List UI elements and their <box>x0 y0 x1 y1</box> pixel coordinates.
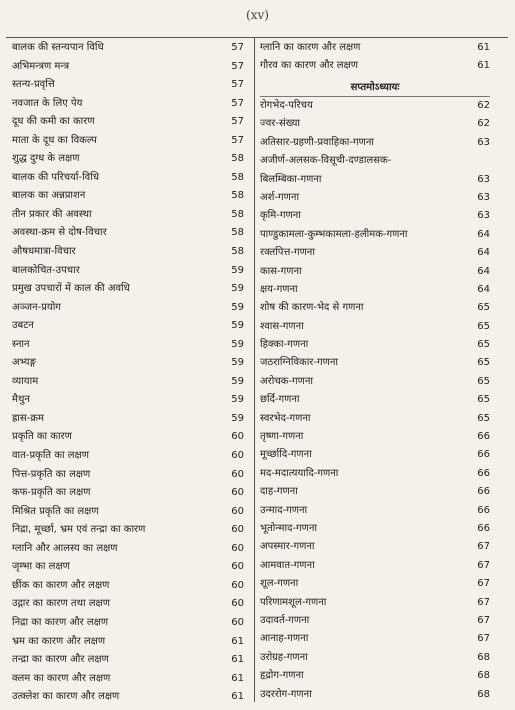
entry-page: 63 <box>477 191 490 203</box>
entry-page: 65 <box>477 394 490 406</box>
entry-title: स्वरभेद-गणना <box>260 412 311 424</box>
entry-page: 60 <box>231 542 244 554</box>
entry-page: 61 <box>231 635 244 647</box>
toc-entry <box>260 523 490 541</box>
entry-title: बालक का अन्नप्राशन <box>12 190 86 202</box>
toc-entry <box>260 633 490 651</box>
entry-page: 57 <box>231 42 244 53</box>
toc-entry <box>260 689 490 707</box>
entry-title: श्वास-गणना <box>260 320 304 332</box>
entry-title: बालकोचित-उपचार <box>12 264 80 276</box>
entry-page: 62 <box>477 118 490 130</box>
toc-entry <box>12 673 244 692</box>
chapter-heading: सप्तमोऽध्यायः <box>350 82 400 93</box>
toc-entry <box>12 506 244 525</box>
entry-page: 58 <box>231 153 244 165</box>
toc-entry <box>260 60 490 78</box>
entry-page: 65 <box>477 302 490 314</box>
entry-page: 59 <box>231 375 244 387</box>
entry-page: 61 <box>231 654 244 666</box>
entry-title: परिणामशूल-गणना <box>260 596 327 608</box>
toc-entry <box>12 617 244 636</box>
entry-title: स्नान <box>12 338 30 350</box>
entry-title: माता के दूध का विकल्प <box>12 134 97 146</box>
toc-entry <box>260 578 490 596</box>
entry-title: शुद्ध दुग्ध के लक्षण <box>12 153 80 165</box>
toc-entry <box>260 431 490 449</box>
toc-entry <box>260 468 490 486</box>
entry-page: 57 <box>231 79 244 91</box>
entry-title: पित्त-प्रकृति का लक्षण <box>12 468 91 480</box>
entry-page: 68 <box>477 688 490 700</box>
entry-page: 60 <box>231 561 244 573</box>
entry-title: प्रकृति का कारण <box>12 431 72 443</box>
entry-page: 66 <box>477 431 490 443</box>
entry-page: 61 <box>477 60 490 72</box>
entry-title: अर्श-गणना <box>260 191 300 203</box>
toc-entry <box>260 394 490 412</box>
entry-page: 58 <box>231 190 244 202</box>
entry-page: 60 <box>231 450 244 462</box>
toc-entry <box>260 137 490 155</box>
entry-title: उदावर्त-गणना <box>260 614 310 626</box>
entry-page: 64 <box>477 283 490 295</box>
entry-page: 58 <box>231 227 244 239</box>
entry-title: दूध की कमी का कारण <box>12 116 95 128</box>
entry-page: 58 <box>231 246 244 258</box>
toc-entry <box>260 174 490 192</box>
entry-title: बालक की स्तन्यपान विधि <box>12 42 104 53</box>
entry-title: निद्रा का कारण और लक्षण <box>12 616 109 628</box>
page-number: (xv) <box>246 8 269 22</box>
entry-page: 63 <box>477 210 490 222</box>
entry-page: 64 <box>477 247 490 259</box>
toc-entry <box>260 302 490 320</box>
entry-page: 57 <box>231 60 244 72</box>
toc-entry <box>12 153 244 172</box>
toc-entry <box>260 597 490 615</box>
toc-entry <box>260 284 490 302</box>
right-column <box>260 100 490 707</box>
entry-title: आमवात-गणना <box>260 559 315 571</box>
entry-title: उबटन <box>12 320 34 332</box>
entry-title: स्तन्य-प्रवृत्ति <box>12 79 55 91</box>
entry-page: 60 <box>231 505 244 517</box>
entry-title: अभिमन्त्रण मन्त्र <box>12 60 70 72</box>
toc-entry <box>12 227 244 246</box>
entry-page: 66 <box>477 504 490 516</box>
toc-entry <box>260 615 490 633</box>
entry-title: उदररोग-गणना <box>260 688 312 700</box>
toc-entry <box>12 524 244 543</box>
toc-entry <box>12 135 244 154</box>
entry-page: 65 <box>477 375 490 387</box>
top-rule <box>6 37 508 38</box>
toc-entry <box>12 376 244 395</box>
entry-page: 59 <box>231 357 244 369</box>
entry-page: 67 <box>477 596 490 608</box>
entry-page: 67 <box>477 578 490 590</box>
toc-entry <box>260 339 490 357</box>
entry-page: 67 <box>477 541 490 553</box>
toc-entry <box>260 155 490 173</box>
entry-page: 59 <box>231 412 244 424</box>
entry-title: छींक का कारण और लक्षण <box>12 579 110 591</box>
toc-entry <box>260 266 490 284</box>
left-column <box>12 42 244 710</box>
entry-title: शूल-गणना <box>260 578 299 590</box>
entry-title: क्लम का कारण और लक्षण <box>12 672 111 684</box>
entry-title: उत्क्लेश का कारण और लक्षण <box>12 691 120 703</box>
toc-entry <box>260 42 490 60</box>
entry-page: 67 <box>477 633 490 645</box>
toc-entry <box>260 505 490 523</box>
entry-title: कृमि-गणना <box>260 210 301 222</box>
toc-entry <box>12 469 244 488</box>
entry-title: रक्तपित्त-गणना <box>260 247 315 259</box>
toc-entry <box>260 376 490 394</box>
entry-title: अवस्था-क्रम से दोष-विचार <box>12 227 107 239</box>
entry-title: व्यायाम <box>12 375 39 387</box>
entry-title: आनाह-गणना <box>260 633 309 645</box>
toc-entry <box>12 580 244 599</box>
entry-page: 68 <box>477 670 490 682</box>
entry-title: ग्लानि का कारण और लक्षण <box>260 42 361 53</box>
entry-title: कास-गणना <box>260 265 302 277</box>
entry-title: भ्रम का कारण और लक्षण <box>12 635 106 647</box>
toc-entry <box>260 357 490 375</box>
entry-title: ह्रास-क्रम <box>12 412 44 424</box>
entry-page: 59 <box>231 394 244 406</box>
entry-page: 63 <box>477 173 490 185</box>
entry-page: 57 <box>231 97 244 109</box>
entry-page: 64 <box>477 228 490 240</box>
entry-page: 66 <box>477 486 490 498</box>
entry-title: उन्माद-गणना <box>260 504 308 516</box>
toc-entry <box>12 636 244 655</box>
entry-page: 61 <box>477 42 490 53</box>
entry-page: 57 <box>231 134 244 146</box>
toc-entry <box>12 209 244 228</box>
toc-entry <box>12 598 244 617</box>
toc-entry <box>260 413 490 431</box>
toc-entry <box>260 247 490 265</box>
entry-title: ज्वर-संख्या <box>260 118 300 130</box>
column-divider <box>254 37 255 702</box>
toc-entry <box>12 654 244 673</box>
entry-title: मूर्च्छादि-गणना <box>260 449 312 461</box>
entry-page: 59 <box>231 320 244 332</box>
entry-title: भूतोन्माद-गणना <box>260 522 317 534</box>
toc-entry <box>12 357 244 376</box>
entry-title: ग्लानि और आलस्य का लक्षण <box>12 542 118 554</box>
toc-entry <box>12 172 244 191</box>
toc-entry <box>260 192 490 210</box>
entry-page: 58 <box>231 208 244 220</box>
entry-title: मद-मदात्ययादि-गणना <box>260 467 339 479</box>
entry-title: उद्गार का कारण तथा लक्षण <box>12 598 110 610</box>
entry-title: औषधमात्रा-विचार <box>12 246 76 258</box>
entry-title: पाण्डुकामला-कुम्भकामला-हलीमक-गणना <box>260 228 408 240</box>
entry-title: गौरव का कारण और लक्षण <box>260 60 358 72</box>
toc-entry <box>12 61 244 80</box>
entry-page: 61 <box>231 691 244 703</box>
entry-page: 59 <box>231 264 244 276</box>
entry-title: हृद्रोग-गणना <box>260 670 304 682</box>
toc-entry <box>12 487 244 506</box>
entry-page: 65 <box>477 412 490 424</box>
toc-entry <box>12 246 244 265</box>
entry-page: 59 <box>231 283 244 295</box>
entry-page: 60 <box>231 579 244 591</box>
toc-entry <box>260 321 490 339</box>
entry-title: जठराग्निविकार-गणना <box>260 357 338 369</box>
toc-entry <box>12 283 244 302</box>
toc-entry <box>12 320 244 339</box>
entry-title: शोष की कारण-भेद से गणना <box>260 302 364 314</box>
entry-page: 67 <box>477 614 490 626</box>
right-column-top <box>260 42 490 79</box>
entry-page: 63 <box>477 136 490 148</box>
toc-entry <box>260 118 490 136</box>
toc-entry <box>260 449 490 467</box>
entry-page: 60 <box>231 468 244 480</box>
toc-entry <box>12 42 244 61</box>
toc-entry <box>12 561 244 580</box>
entry-page: 65 <box>477 357 490 369</box>
entry-page: 67 <box>477 559 490 571</box>
toc-entry <box>12 431 244 450</box>
toc-entry <box>260 560 490 578</box>
entry-title: बिलम्बिका-गणना <box>260 173 322 185</box>
entry-title: नवजात के लिए पेय <box>12 97 83 109</box>
toc-entry <box>12 98 244 117</box>
toc-entry <box>12 190 244 209</box>
entry-title: जृम्भा का लक्षण <box>12 561 70 573</box>
entry-page: 62 <box>477 100 490 111</box>
toc-entry <box>12 302 244 321</box>
toc-entry <box>260 229 490 247</box>
toc-entry <box>12 413 244 432</box>
toc-entry <box>260 652 490 670</box>
entry-title: अरोचक-गणना <box>260 375 313 387</box>
entry-page: 65 <box>477 320 490 332</box>
entry-page: 58 <box>231 171 244 183</box>
toc-entry <box>260 210 490 228</box>
entry-title: रोगभेद-परिचय <box>260 100 313 111</box>
entry-title: छर्दि-गणना <box>260 394 300 406</box>
entry-title: अभ्यङ्ग <box>12 357 36 369</box>
entry-title: निद्रा, मूर्च्छा, भ्रम एवं तन्द्रा का कारण <box>12 524 146 536</box>
entry-title: उरोग्रह-गणना <box>260 651 308 663</box>
entry-title: अपस्मार-गणना <box>260 541 315 553</box>
toc-entry <box>12 79 244 98</box>
entry-title: हिक्का-गणना <box>260 339 309 351</box>
entry-title: वात-प्रकृति का लक्षण <box>12 450 89 462</box>
toc-entry <box>260 100 490 118</box>
toc-entry <box>12 116 244 135</box>
entry-title: अञ्जन-प्रयोग <box>12 301 61 313</box>
entry-title: प्रमुख उपचारों में काल की अवधि <box>12 283 130 295</box>
entry-page: 66 <box>477 449 490 461</box>
entry-page: 61 <box>231 672 244 684</box>
entry-title: अतिसार-ग्रहणी-प्रवाहिका-गणना <box>260 136 374 148</box>
toc-entry <box>260 541 490 559</box>
toc-entry <box>12 543 244 562</box>
entry-title: क्षय-गणना <box>260 283 298 295</box>
entry-page: 66 <box>477 467 490 479</box>
heading-rule <box>260 96 490 97</box>
entry-title: तन्द्रा का कारण और लक्षण <box>12 654 109 666</box>
entry-title: मिश्रित प्रकृति का लक्षण <box>12 505 99 517</box>
entry-page: 60 <box>231 487 244 499</box>
entry-title: तृष्णा-गणना <box>260 431 304 443</box>
toc-entry <box>12 691 244 710</box>
entry-page: 59 <box>231 301 244 313</box>
toc-entry <box>12 394 244 413</box>
entry-page: 60 <box>231 524 244 536</box>
entry-title: अजीर्ण-अलसक-विसूची-दण्डालसक- <box>260 155 392 167</box>
toc-entry <box>12 339 244 358</box>
entry-page: 65 <box>477 339 490 351</box>
entry-title: दाह-गणना <box>260 486 298 498</box>
entry-page: 68 <box>477 651 490 663</box>
entry-page: 66 <box>477 522 490 534</box>
toc-entry <box>12 265 244 284</box>
toc-entry <box>260 486 490 504</box>
entry-page: 60 <box>231 598 244 610</box>
toc-entry <box>260 670 490 688</box>
entry-page: 64 <box>477 265 490 277</box>
entry-title: मैथुन <box>12 394 30 406</box>
toc-entry <box>12 450 244 469</box>
entry-page: 57 <box>231 116 244 128</box>
entry-page: 60 <box>231 431 244 443</box>
entry-title: कफ-प्रकृति का लक्षण <box>12 487 91 499</box>
entry-title: तीन प्रकार की अवस्था <box>12 208 92 220</box>
entry-title: बालक की परिचर्या-विधि <box>12 171 99 183</box>
entry-page: 60 <box>231 616 244 628</box>
entry-page: 59 <box>231 338 244 350</box>
